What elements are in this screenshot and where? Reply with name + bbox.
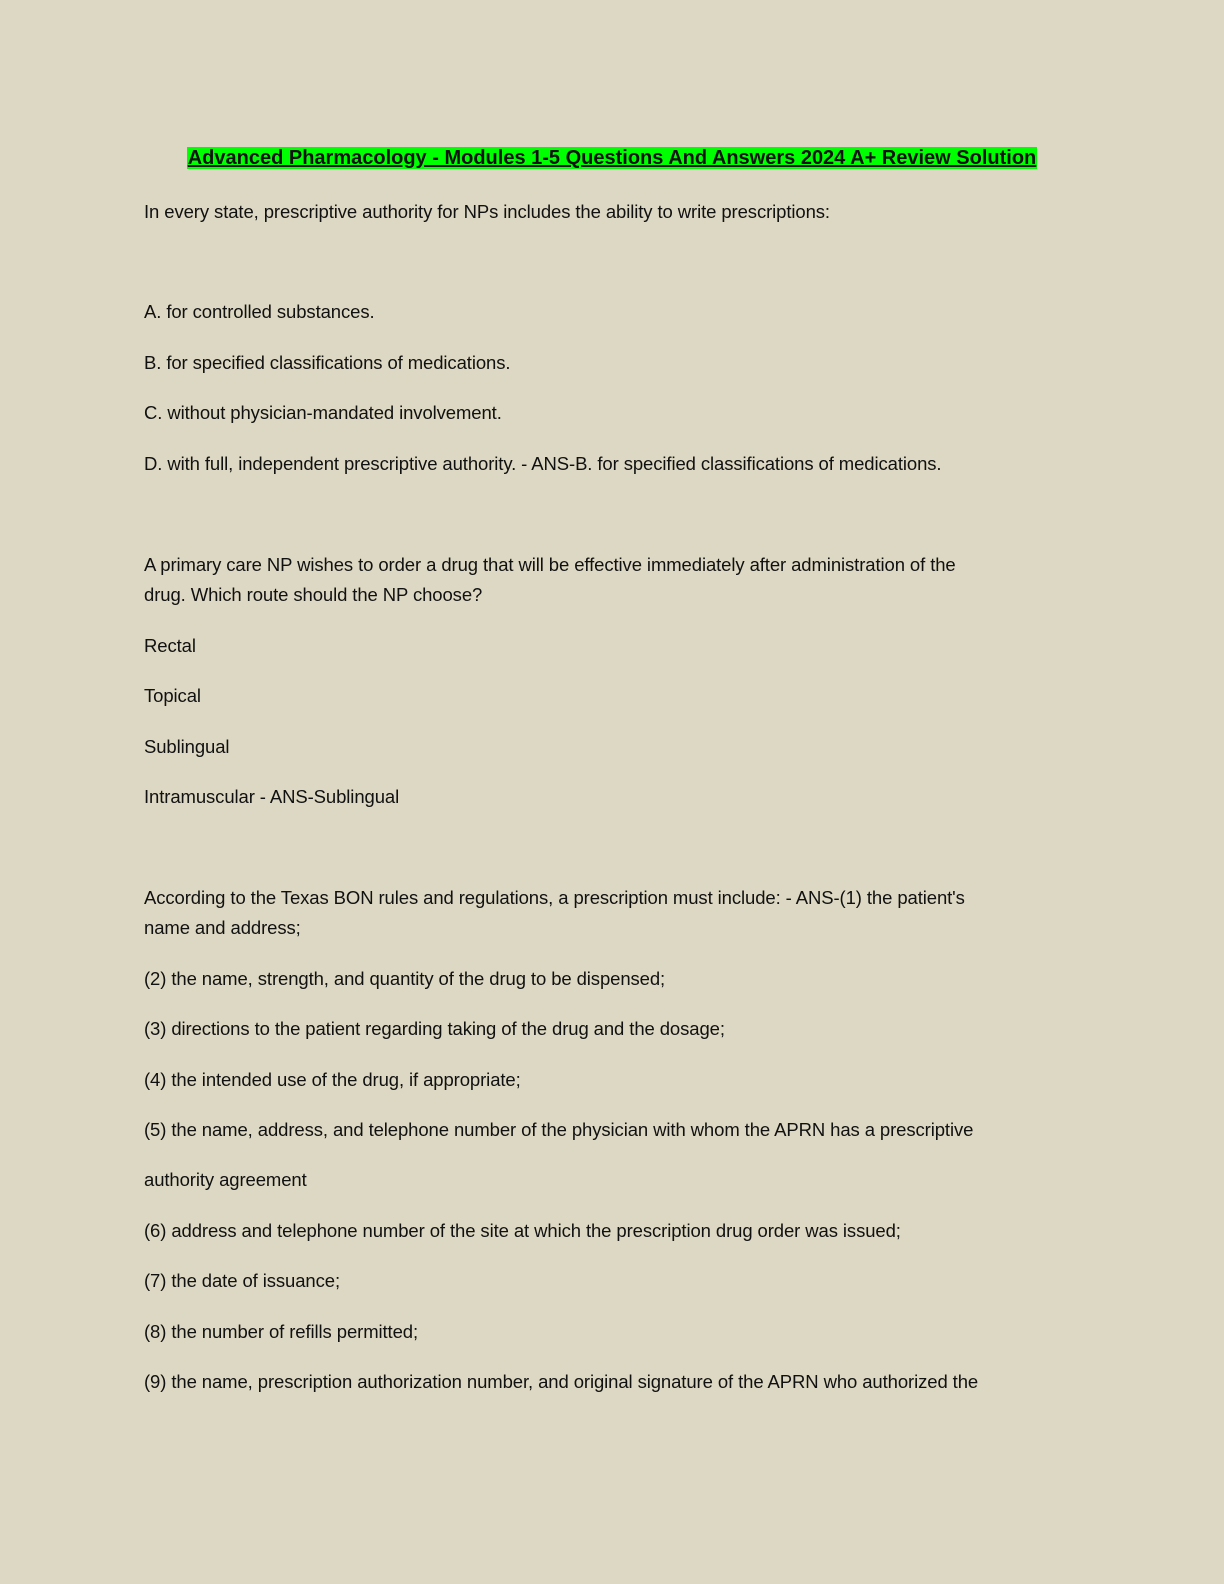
q1-option-c: C. without physician-mandated involvement. (144, 402, 502, 423)
q3-item-5-line1: (5) the name, address, and telephone number of the physician with whom the APRN has a prescriptive (144, 1119, 974, 1140)
q2-stem-line2: drug. Which route should the NP choose? (144, 584, 483, 605)
q3-item-2: (2) the name, strength, and quantity of the drug to be dispensed; (144, 968, 666, 989)
q3-stem-line1: According to the Texas BON rules and regulations, a prescription must include: - ANS-(1) the patient's (144, 887, 965, 908)
q1-option-a: A. for controlled substances. (144, 301, 375, 322)
q1-option-d-answer: D. with full, independent prescriptive authority. - ANS-B. for specified classifications of medications. (144, 453, 942, 474)
q3-item-3: (3) directions to the patient regarding taking of the drug and the dosage; (144, 1018, 725, 1039)
q3-item-5-line2: authority agreement (144, 1169, 307, 1190)
document-title: Advanced Pharmacology - Modules 1-5 Questions And Answers 2024 A+ Review Solution (187, 147, 1037, 169)
document-title-block (0, 144, 1224, 172)
q3-item-8: (8) the number of refills permitted; (144, 1321, 419, 1342)
q3-item-4: (4) the intended use of the drug, if appropriate; (144, 1069, 521, 1090)
q3-stem-line2: name and address; (144, 917, 301, 938)
q1-stem: In every state, prescriptive authority for NPs includes the ability to write prescriptions: (144, 201, 830, 222)
q3-item-7: (7) the date of issuance; (144, 1270, 340, 1291)
q2-stem-line1: A primary care NP wishes to order a drug that will be effective immediately after administration of the (144, 554, 956, 575)
q2-option-4-answer: Intramuscular - ANS-Sublingual (144, 786, 400, 807)
q3-item-6: (6) address and telephone number of the site at which the prescription drug order was issued; (144, 1220, 901, 1241)
q2-option-1: Rectal (144, 635, 196, 656)
q3-item-9: (9) the name, prescription authorization number, and original signature of the APRN who authorized the (144, 1371, 979, 1392)
q1-option-b: B. for specified classifications of medications. (144, 352, 511, 373)
q2-option-3: Sublingual (144, 736, 230, 757)
q2-option-2: Topical (144, 685, 201, 706)
